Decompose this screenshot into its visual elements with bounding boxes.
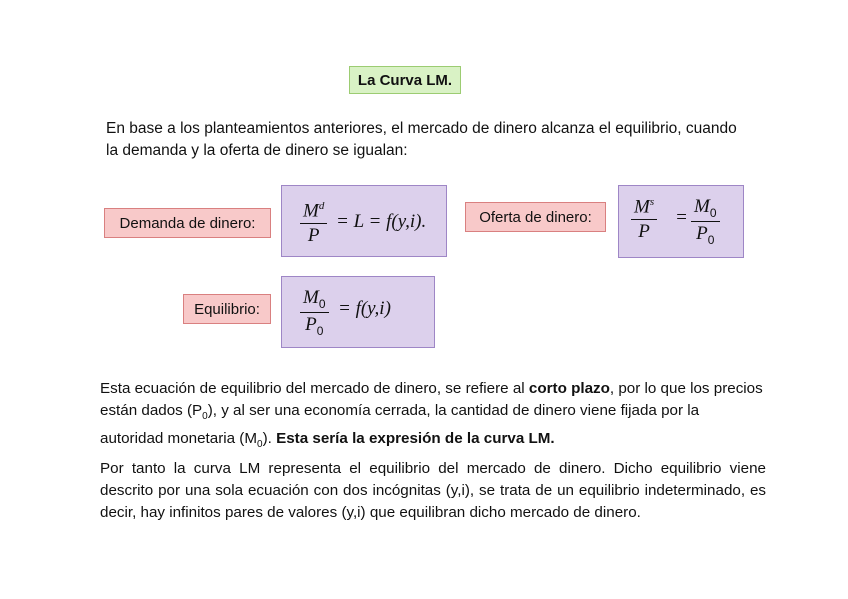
p1-sub1: 0 bbox=[202, 411, 208, 423]
supply-label-text: Oferta de dinero: bbox=[479, 208, 592, 226]
supply-rhs-num: M bbox=[694, 196, 710, 217]
supply-rhs-num-sub: 0 bbox=[709, 205, 717, 220]
equilibrium-num: M bbox=[303, 287, 319, 308]
supply-rhs-den: P bbox=[696, 222, 708, 244]
p1-part1: Esta ecuación de equilibrio del mercado de dinero, se refiere al bbox=[100, 380, 529, 397]
supply-lhs-num: M bbox=[634, 196, 650, 218]
supply-formula bbox=[618, 185, 744, 258]
demand-num-sup: d bbox=[318, 200, 325, 212]
p1-part2: , por lo que los precios están dados (P bbox=[100, 380, 763, 419]
equilibrium-rhs: = f(y,i) bbox=[338, 298, 391, 319]
equilibrium-label bbox=[183, 294, 271, 324]
supply-lhs-den: P bbox=[638, 221, 650, 243]
demand-formula bbox=[281, 185, 447, 257]
intro-text: En base a los planteamientos anteriores, el mercado de dinero alcanza el equilibrio, cuando la demanda y la oferta de dinero se igualan: bbox=[106, 120, 737, 159]
supply-label bbox=[465, 202, 606, 232]
demand-den: P bbox=[307, 225, 320, 247]
supply-eq: = bbox=[675, 207, 688, 228]
p1-sub2: 0 bbox=[257, 439, 263, 451]
supply-rhs-den-sub: 0 bbox=[707, 232, 715, 247]
equilibrium-num-sub: 0 bbox=[318, 296, 326, 311]
p1-bold-short-term: corto plazo bbox=[528, 380, 610, 397]
paragraph-2: Por tanto la curva LM representa el equilibrio del mercado de dinero. Dicho equilibrio viene descrito por una sola ecuación con dos incógnitas (y,i), se trata de un equilibrio indeterminado, es decir, hay infinitos pares de valores (y,i) que equilibran dicho mercado de dinero. bbox=[100, 460, 766, 521]
p1-bold-lm-expression: Esta sería la expresión de la curva LM. bbox=[276, 430, 555, 448]
equilibrium-label-text: Equilibrio: bbox=[194, 300, 260, 318]
p1-part4: ). bbox=[262, 430, 277, 448]
demand-rhs: = L = f(y,i). bbox=[336, 211, 427, 232]
p1-part3: ), y al ser una economía cerrada, la cantidad de dinero viene fijada por la autoridad monetaria (M bbox=[100, 402, 700, 448]
equilibrium-den-sub: 0 bbox=[316, 323, 324, 338]
demand-label-text: Demanda de dinero: bbox=[119, 214, 256, 232]
demand-label bbox=[104, 208, 271, 238]
equilibrium-den: P bbox=[305, 313, 317, 335]
paragraph-1 bbox=[100, 378, 766, 456]
equilibrium-formula bbox=[281, 276, 435, 348]
page-title: La Curva LM. bbox=[349, 66, 461, 94]
demand-num: M bbox=[303, 200, 319, 222]
supply-lhs-sup: s bbox=[649, 196, 655, 208]
